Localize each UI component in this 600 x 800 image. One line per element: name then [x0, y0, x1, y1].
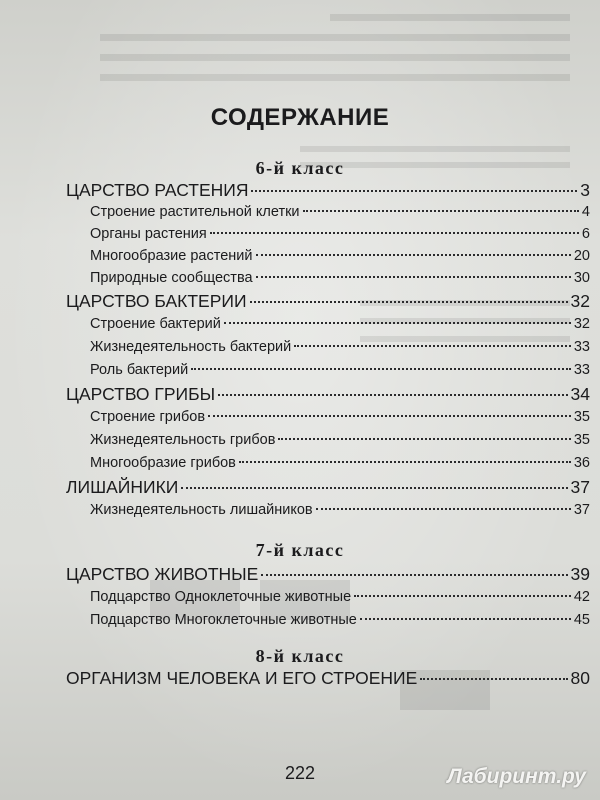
toc-section-label: ОРГАНИЗМ ЧЕЛОВЕКА И ЕГО СТРОЕНИЕ — [66, 668, 418, 688]
toc-item-label: Роль бактерий — [90, 362, 189, 378]
toc-page-number: 39 — [570, 564, 590, 584]
toc-section[interactable] — [66, 477, 590, 501]
toc-item[interactable] — [90, 339, 590, 363]
dot-leader — [191, 368, 571, 370]
dot-leader — [218, 394, 567, 396]
toc-item[interactable] — [90, 589, 590, 613]
toc-page-number: 80 — [570, 668, 590, 688]
toc-section[interactable] — [66, 668, 590, 692]
toc-item-label: Строение бактерий — [90, 316, 221, 332]
toc-page-number: 42 — [573, 589, 590, 605]
toc-item-label: Строение грибов — [90, 409, 206, 425]
toc-item-label: Природные сообщества — [90, 270, 253, 286]
dot-leader — [261, 574, 567, 576]
dot-leader — [256, 254, 571, 256]
toc-item[interactable] — [90, 432, 590, 456]
toc-section-label: ЦАРСТВО ЖИВОТНЫЕ — [66, 564, 259, 584]
toc-page-number: 33 — [573, 362, 590, 378]
watermark-logo: Лабиринт.ру — [447, 765, 586, 788]
dot-leader — [256, 276, 571, 278]
dot-leader — [239, 461, 571, 463]
toc-page-number: 32 — [573, 316, 590, 332]
page-number: 222 — [284, 763, 316, 783]
toc-item-label: Строение растительной клетки — [90, 204, 300, 220]
toc-page-number: 32 — [570, 291, 590, 311]
toc-item[interactable] — [90, 316, 590, 340]
toc-page-number: 33 — [573, 339, 590, 355]
toc-section-label: ЦАРСТВО БАКТЕРИИ — [66, 291, 247, 311]
grade-heading: 8-й класс — [255, 646, 345, 666]
toc-item[interactable] — [90, 612, 590, 636]
dot-leader — [360, 618, 571, 620]
dot-leader — [224, 322, 571, 324]
toc-section[interactable] — [66, 180, 590, 204]
dot-leader — [354, 595, 571, 597]
toc-page-number: 6 — [581, 226, 590, 242]
toc-page-number: 45 — [573, 612, 590, 628]
toc-item-label: Жизнедеятельность бактерий — [90, 339, 292, 355]
toc-page-number: 4 — [581, 204, 590, 220]
toc-item[interactable] — [90, 248, 590, 272]
toc-item-label: Подцарство Многоклеточные животные — [90, 612, 357, 628]
toc-page-number: 36 — [573, 455, 590, 471]
toc-section[interactable] — [66, 291, 590, 315]
toc-item[interactable] — [90, 455, 590, 479]
grade-heading: 6-й класс — [255, 158, 345, 178]
toc-item[interactable] — [90, 226, 590, 250]
toc-page-number: 35 — [573, 432, 590, 448]
toc-item-label: Жизнедеятельность лишайников — [90, 502, 313, 518]
toc-page-number: 30 — [573, 270, 590, 286]
dot-leader — [181, 487, 567, 489]
toc-item-label: Подцарство Одноклеточные животные — [90, 589, 352, 605]
toc-section[interactable] — [66, 564, 590, 588]
dot-leader — [210, 232, 579, 234]
toc-page-number: 37 — [573, 502, 590, 518]
toc-item[interactable] — [90, 409, 590, 433]
toc-item-label: Многообразие растений — [90, 248, 253, 264]
dot-leader — [251, 190, 577, 192]
toc-item[interactable] — [90, 362, 590, 386]
dot-leader — [250, 301, 568, 303]
toc-page-number: 20 — [573, 248, 590, 264]
toc-section-label: ЦАРСТВО РАСТЕНИЯ — [66, 180, 249, 200]
toc-item-label: Жизнедеятельность грибов — [90, 432, 276, 448]
dot-leader — [303, 210, 579, 212]
toc-page-number: 35 — [573, 409, 590, 425]
dot-leader — [316, 508, 571, 510]
dot-leader — [420, 678, 567, 680]
dot-leader — [278, 438, 570, 440]
toc-section-label: ЛИШАЙНИКИ — [66, 477, 179, 497]
toc-item[interactable] — [90, 204, 590, 228]
toc-title: СОДЕРЖАНИЕ — [210, 104, 390, 131]
toc-section-label: ЦАРСТВО ГРИБЫ — [66, 384, 216, 404]
toc-page-number: 37 — [570, 477, 590, 497]
toc-item-label: Органы растения — [90, 226, 207, 242]
grade-heading: 7-й класс — [255, 540, 345, 560]
toc-page-number: 3 — [580, 180, 590, 200]
toc-item-label: Многообразие грибов — [90, 455, 236, 471]
dot-leader — [208, 415, 571, 417]
toc-section[interactable] — [66, 384, 590, 408]
dot-leader — [294, 345, 571, 347]
toc-item[interactable] — [90, 502, 590, 526]
toc-page-number: 34 — [570, 384, 590, 404]
